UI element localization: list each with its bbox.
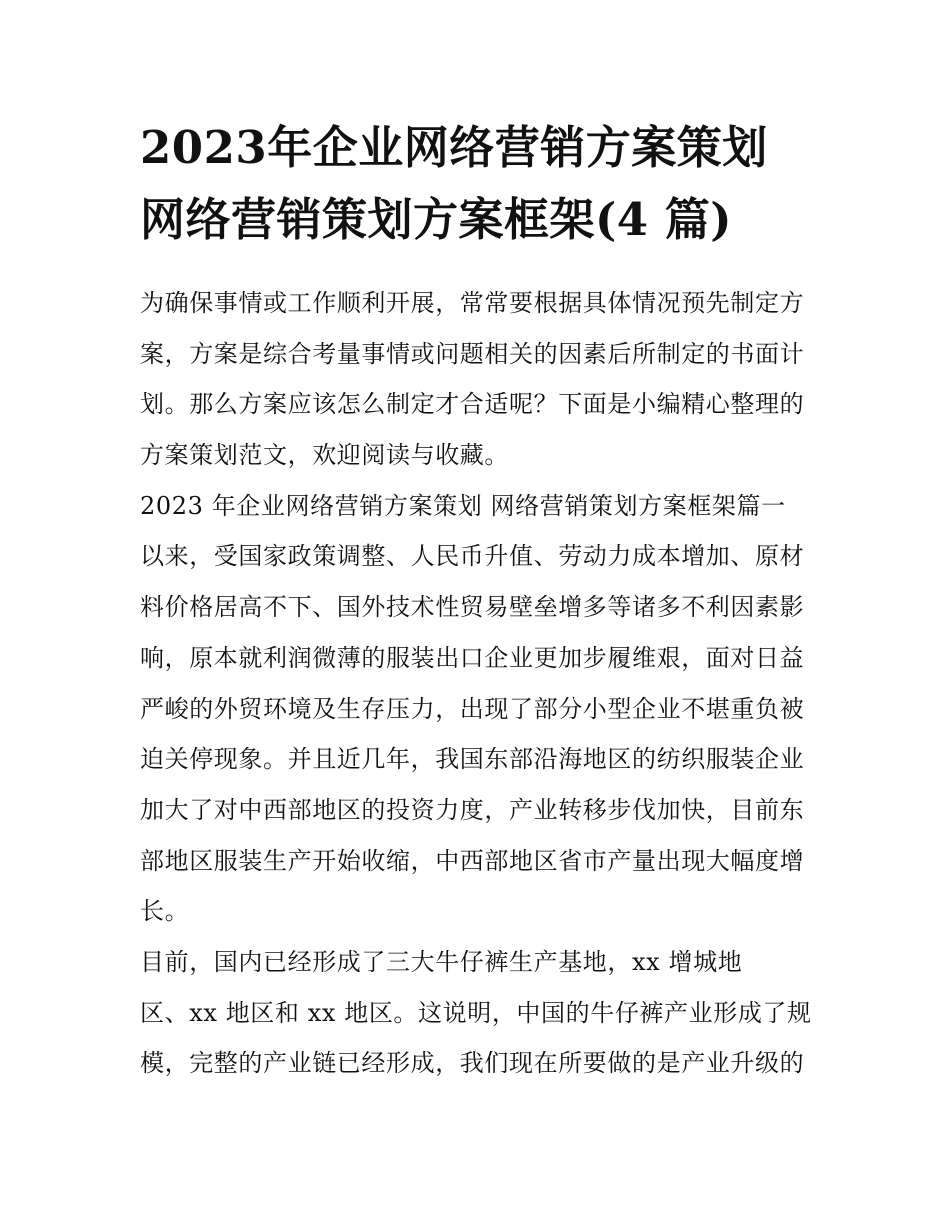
title-line-2: 网络营销策划方案框架(4 篇) bbox=[140, 193, 733, 246]
body-line: 迫关停现象。并且近几年，我国东部沿海地区的纺织服装企业 bbox=[140, 745, 805, 774]
body-line: 严峻的外贸环境及生存压力，出现了部分小型企业不堪重负被 bbox=[140, 694, 805, 723]
title-line-1 bbox=[140, 112, 820, 184]
body-line: 加大了对中西部地区的投资力度，产业转移步伐加快，目前东 bbox=[140, 795, 805, 824]
body-line: 以来，受国家政策调整、人民币升值、劳动力成本增加、原材 bbox=[140, 542, 805, 571]
body-line: 料价格居高不下、国外技术性贸易壁垒增多等诸多不利因素影 bbox=[140, 593, 805, 622]
body-line: 方案策划范文，欢迎阅读与收藏。 bbox=[140, 441, 509, 470]
body-line: 划。那么方案应该怎么制定才合适呢？下面是小编精心整理的 bbox=[140, 390, 805, 419]
document-body bbox=[140, 278, 820, 1089]
body-line: 部地区服装生产开始收缩，中西部地区省市产量出现大幅度增 bbox=[140, 846, 805, 875]
body-line: 长。 bbox=[140, 897, 190, 926]
title-year: 2023 bbox=[140, 121, 268, 174]
body-line: 模，完整的产业链已经形成，我们现在所要做的是产业升级的 bbox=[140, 1049, 805, 1078]
section-heading: 2023 年企业网络营销方案策划 网络营销策划方案框架篇一 bbox=[140, 491, 786, 520]
body-line: 为确保事情或工作顺利开展，常常要根据具体情况预先制定方 bbox=[140, 289, 805, 317]
document-title bbox=[140, 112, 820, 256]
body-line: 目前，国内已经形成了三大牛仔裤生产基地，xx 增城地 bbox=[140, 947, 743, 976]
title-line-1-text: 年企业网络营销方案策划 bbox=[267, 121, 768, 174]
body-line: 响，原本就利润微薄的服装出口企业更加步履维艰，面对日益 bbox=[140, 643, 805, 672]
body-line: 区、xx 地区和 xx 地区。这说明，中国的牛仔裤产业形成了规 bbox=[140, 998, 812, 1027]
body-line: 案，方案是综合考量事情或问题相关的因素后所制定的书面计 bbox=[140, 339, 805, 368]
